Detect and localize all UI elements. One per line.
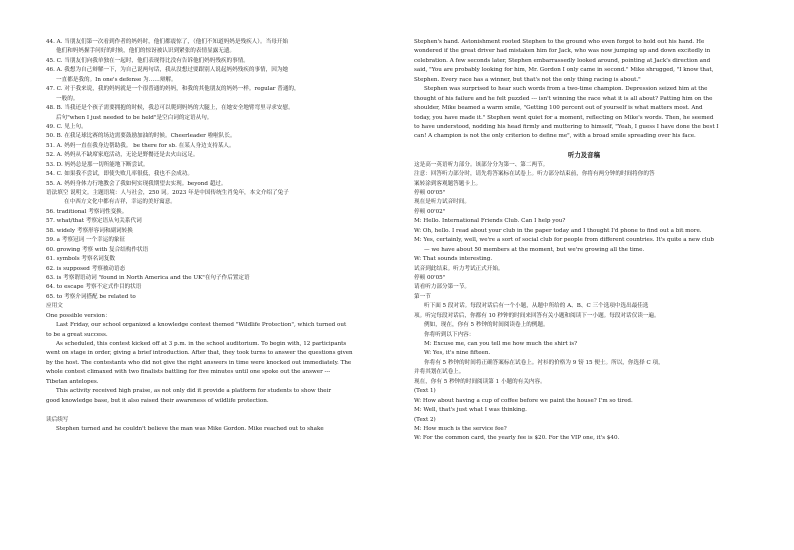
text-line: M: How much is the service fee?	[414, 425, 507, 432]
text-line: 现在是听力试音时间。	[414, 199, 470, 206]
text-line: 59. a 考察冠词 一个幸运的象征	[46, 237, 126, 244]
text-line: Stephen was surprised to hear such words from a two-time champion. Depression seized him at the	[424, 86, 708, 93]
text-line: 一直都是我的。In one's defense 为……辩解。	[56, 76, 177, 83]
text-line: 48. B. 当我还是个孩子需要拥抱的时候，我总可以爬到妈妈的大腿上，在她安全地臂弯里寻求安慰。	[46, 105, 294, 112]
text-line: W: Yes, it's nine fifteen.	[424, 350, 491, 357]
text-line: 第一节	[414, 293, 431, 300]
text-line	[46, 406, 386, 415]
text-line: Tibetan antelopes.	[46, 378, 99, 385]
text-line: As scheduled, this contest kicked off at 3 p.m. in the school auditorium. To begin with, 12 participants	[56, 341, 347, 347]
text-line: by the host. The contestants who did not give the right answers in time were knocked out immediately. The	[46, 359, 352, 366]
text-line: 现在，你有 5 秒钟的时间阅读第 1 小题的有关内容。	[414, 378, 546, 385]
text-line: 项。听完每段对话后，你都有 10 秒钟的时间来回答有关小题和阅读下一小题。每段对话仅读一遍。	[414, 312, 660, 319]
text-line: 49. C. 见上句。	[46, 123, 87, 130]
text-line: 他们和妈妈握手问好的时候，他们的惊讶被认识到紧张的表情显露无遗。	[56, 48, 236, 55]
text-line: One possible version：	[46, 312, 111, 319]
text-line: went on stage in order, giving a brief introduction. After that, they took turns to answer the questions given	[46, 350, 353, 357]
text-line: (Text 1)	[414, 388, 436, 395]
text-line: celebration. A few seconds later, Stephen embarrassedly looked around, pointing at Jack's direction and	[414, 57, 711, 64]
text-line: M: Hello. International Friends Club. Can I help you?	[414, 218, 566, 225]
text-line: 应用文	[46, 303, 63, 310]
text-line: 52. A. 妈妈从不缺席家庭活动，无论是野餐还是去火山远足。	[46, 152, 199, 159]
text-line: 并将其划在试卷上。	[414, 369, 465, 376]
text-line: good knowledge base, but it also raised their awareness of wildlife protection.	[46, 397, 269, 404]
text-line: 案转涂到客观题答题卡上。	[414, 180, 482, 187]
text-line: 50. B. 在我足球比赛的场边需要鼓励加油的时候。Cheerleader 啦啦队长。	[46, 133, 236, 140]
text-line: 53. D. 妈妈总是那一切所能地下断尝试。	[46, 161, 149, 168]
text-line: 试音到此结束。听力考试正式开始。	[414, 265, 504, 272]
text-line: 注意：回答听力部分时，请先将答案标在试卷上。听力部分结束前，你将有两分钟的时间将你的答	[414, 171, 655, 178]
text-line: thought of his failure and he felt puzzled --- isn't winning the race what it is all about? Patting him on the	[414, 95, 713, 102]
text-line: Stephen's hand. Astonishment rooted Stephen to the ground who even forgot to hold out his hand. He	[414, 39, 705, 45]
text-line: 听下面 5 段对话。每段对话后有一个小题，从题中所给的 A、B、C 三个选项中选出最佳选	[424, 303, 649, 310]
text-line: M: Yes, certainly, well, we're a sort of social club for people from different countries. It's quite a new club	[414, 237, 714, 244]
text-line: W: For the common card, the yearly fee is $20. For the VIP one, it's $40.	[414, 435, 620, 442]
text-line: to have understood, nodding his head firmly and muttering to himself, "Yeah, I guess I have done the best I	[414, 123, 719, 130]
text-line: 57. what/that 考察定语从句关系代词	[46, 218, 142, 225]
text-line: W: Oh, hello. I read about your club in the paper today and I thought I'd phone to find out a bit more.	[414, 227, 702, 234]
text-line: 58. widely 考察形容词和副词转换	[46, 227, 133, 234]
section-heading: 听力及音稿	[568, 151, 600, 160]
text-line: 读后续写	[46, 416, 69, 423]
text-line: 51. A. 妈妈一直在我身边帮助我。 be there for sb. 在某人身边支持某人。	[46, 142, 235, 149]
text-line: (Text 2)	[414, 416, 436, 423]
text-line: 停顿 00'02"	[414, 208, 446, 215]
text-line: 54. C. 如果我不尝试，即使失败几率很低，我也不会成功。	[46, 171, 193, 178]
text-line: to be a great success.	[46, 331, 108, 338]
text-line: 你将有 5 秒钟的时间将正确答案标在试卷上。衬衫的价格为 9 镑 15 便士。所以，你选择 C 项，	[424, 359, 664, 366]
text-line: 后句"when I just needed to be held"是空白词的定语从句。	[56, 114, 213, 121]
text-line: 你将听到以下内容：	[424, 331, 475, 338]
text-line: This activity received high praise, as not only did it provide a platform for students to show their	[56, 388, 332, 395]
text-line: 一般的。	[56, 95, 79, 102]
text-line: today, you have made it." Stephen went quiet for a moment, reflecting on Mike's words. Then, he seemed	[414, 114, 714, 121]
text-line: Stephen turned and he couldn't believe the man was Mike Gordon. Mike reached out to shake	[56, 425, 324, 432]
text-line: 64. to escape 考察不定式作目的状语	[46, 284, 142, 291]
text-line: 60. growing 考察 with 复合结构作状语	[46, 246, 149, 253]
text-line: 例如，现在，你有 5 秒钟的时间阅读卷上的例题。	[424, 322, 549, 329]
text-line: 停顿 00'05"	[414, 274, 446, 281]
text-line: 61. symbols 考察名词复数	[46, 256, 115, 263]
text-line	[414, 142, 754, 151]
text-line: 55. A. 妈妈身体力行地教会了我如何实现我期望去实现。beyond 超过。	[46, 180, 227, 187]
text-line: 语法填空 说明文。主题语境：人与社会，250 词。2023 年是中国传统生肖兔年，本文介绍了兔子	[46, 190, 289, 196]
text-line: 在中西方文化中都有吉祥，幸运的美好寓意。	[64, 199, 176, 206]
text-line: 45. C. 当朋友们向我单独在一起时，他们表现得比没有告诉他们妈妈残疾的事情。	[46, 57, 249, 64]
text-line: 停顿 00'05"	[414, 190, 446, 196]
text-line: M: Excuse me, can you tell me how much the shirt is?	[424, 341, 578, 347]
text-line: wondered if the great driver had mistaken him for Jack, who was now jumping up and down excitedly in	[414, 48, 711, 55]
text-line: Last Friday, our school organized a knowledge contest themed "Wildlife Protection", which turned out	[56, 322, 347, 329]
text-line: 62. is supposed 考察被动语态	[46, 265, 126, 272]
text-line: 46. A. 我想为自己辩解一下，为自己说两句话，我从没想过要跟别人说起妈妈残疾的事情，因为她	[46, 67, 289, 74]
text-line: 请看听力部分第一节。	[414, 284, 470, 291]
text-line: 44. A. 当朋友们第一次看到作者的妈妈时，他们都震惊了，（他们不知道妈妈是残疾人）。当母开始	[46, 39, 289, 45]
text-line: M: Well, that's just what I was thinking.	[414, 407, 527, 414]
text-line: whole contest climaxed with two finalists battling for five minutes until one spoke out the answer ---	[46, 369, 331, 376]
text-line: W: That sounds interesting.	[414, 256, 493, 263]
text-line: Stephen. Every race has a winner, but that's not the only thing racing is about."	[414, 76, 641, 83]
right-column	[414, 38, 754, 444]
text-line: 56. traditional 考察词性变换。	[46, 208, 128, 215]
left-column	[46, 38, 386, 434]
text-line: 63. is 考察谓语动词 "found in North America and the UK"在句子作后置定语	[46, 274, 250, 281]
text-line: shoulder, Mike beamed a warm smile, "Getting 100 percent out of yourself is what matters most. And	[414, 105, 703, 112]
text-line: — we have about 50 members at the moment, but we're growing all the time.	[424, 246, 645, 253]
text-line: 47. C. 对于我来说，我的妈妈就是一个很普通的妈妈，和我的其他朋友的妈妈一样。regular 普通的，	[46, 86, 300, 93]
text-line: 65. to 考察介词搭配 be related to	[46, 293, 136, 300]
text-line: W: How about having a cup of coffee before we paint the house? I'm so tired.	[414, 397, 633, 404]
text-line: said, "You are probably looking for him, Mr. Gordon I only came in second." Mike shrugged, "I know that,	[414, 67, 714, 74]
text-line: 这是高一英语听力部分。该部分分为第一、第二两节。	[414, 161, 549, 168]
text-line: can! A champion is not the only criterion to define me", with a broad smile spreading over his face.	[414, 133, 696, 140]
